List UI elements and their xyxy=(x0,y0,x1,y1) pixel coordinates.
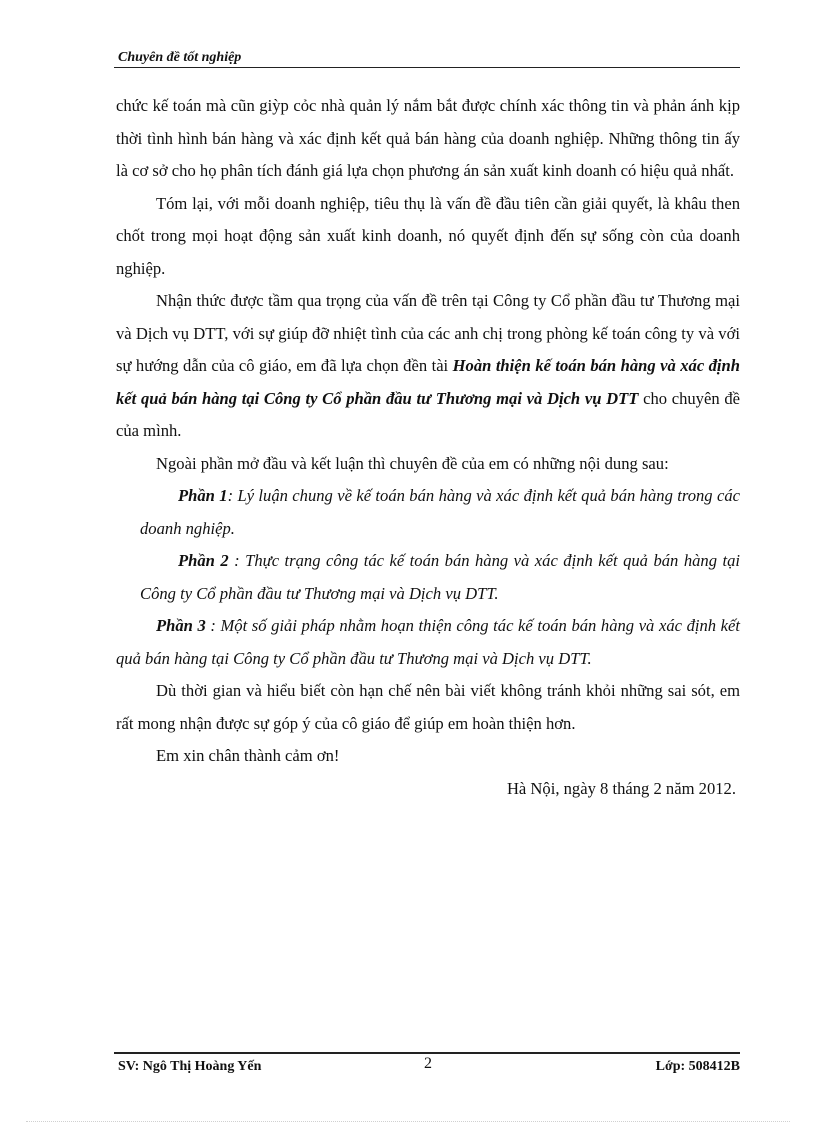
paragraph-3-tail: cho chuyên đề của mình. xyxy=(116,388,740,440)
footer-class: Lớp: 508412B xyxy=(655,1059,740,1074)
header-rule xyxy=(114,67,740,68)
section-3 xyxy=(116,610,740,675)
paragraph-6: Em xin chân thành cảm ơn! xyxy=(156,746,340,765)
header-title: Chuyên đề tốt nghiệp xyxy=(118,50,242,65)
paragraph-2: Tóm lại, với mỗi doanh nghiệp, tiêu thụ là vấn đề đầu tiên cần giải quyết, là khâu then chốt trong mọi hoạt động sản xuất kinh doanh, nó quyết định đến sự sống còn của doanh nghiệp. xyxy=(116,193,740,278)
section-2-label: Phần 2 xyxy=(178,551,229,570)
paragraph-4: Ngoài phần mở đầu và kết luận thì chuyên đề của em có những nội dung sau: xyxy=(156,453,669,473)
thesis-topic: Hoàn thiện kế toán bán hàng và xác định kết quả bán hàng tại Công ty Cổ phần đầu tư Thương mại và Dịch vụ DTT xyxy=(116,356,740,408)
section-2-text: : Thực trạng công tác kế toán bán hàng và xác định kết quả bán hàng tại Công ty Cổ phần đầu tư Thương mại và Dịch vụ DTT. xyxy=(140,551,740,603)
paragraph-1: chức kế toán mà cũn giỳp cỏc nhà quản lý nắm bắt được chính xác thông tin và phản ánh kịp thời tình hình bán hàng và xác định kết quả bán hàng của doanh nghiệp. Những thông tin ấy là cơ sở cho họ phân tích đánh giá lựa chọn phương án sản xuất kinh doanh có hiệu quả nhất. xyxy=(116,96,740,180)
paragraph-3-intro: Nhận thức được tầm qua trọng của vấn đề trên tại Công ty Cổ phần đầu tư Thương mại và Dịch vụ DTT, với sự giúp đỡ nhiệt tình của các anh chị trong phòng kế toán công ty và với sự hướng dẫn của cô giáo, em đã lựa chọn đền tài xyxy=(116,291,740,375)
footer-student: SV: Ngô Thị Hoàng Yến xyxy=(118,1059,262,1074)
section-1 xyxy=(116,480,740,545)
section-1-text: : Lý luận chung về kế toán bán hàng và xác định kết quả bán hàng trong các doanh nghiệp. xyxy=(140,486,740,538)
document-body xyxy=(116,90,740,805)
date-line: Hà Nội, ngày 8 tháng 2 năm 2012. xyxy=(506,778,736,798)
section-1-label: Phần 1 xyxy=(178,486,228,505)
page-number: 2 xyxy=(424,1055,432,1072)
page-edge-border xyxy=(26,1121,790,1122)
paragraph-3 xyxy=(116,285,740,448)
section-3-label: Phần 3 xyxy=(156,616,206,635)
section-2 xyxy=(116,545,740,610)
section-3-text: : Một số giải pháp nhằm hoạn thiện công tác kế toán bán hàng và xác định kết quả bán hàng tại Công ty Cổ phần đầu tư Thương mại và Dịch vụ DTT. xyxy=(116,616,740,668)
footer-rule xyxy=(114,1052,740,1054)
paragraph-5: Dù thời gian và hiểu biết còn hạn chế nên bài viết không tránh khỏi những sai sót, em rất mong nhận được sự góp ý của cô giáo để giúp em hoàn thiện hơn. xyxy=(116,681,740,733)
